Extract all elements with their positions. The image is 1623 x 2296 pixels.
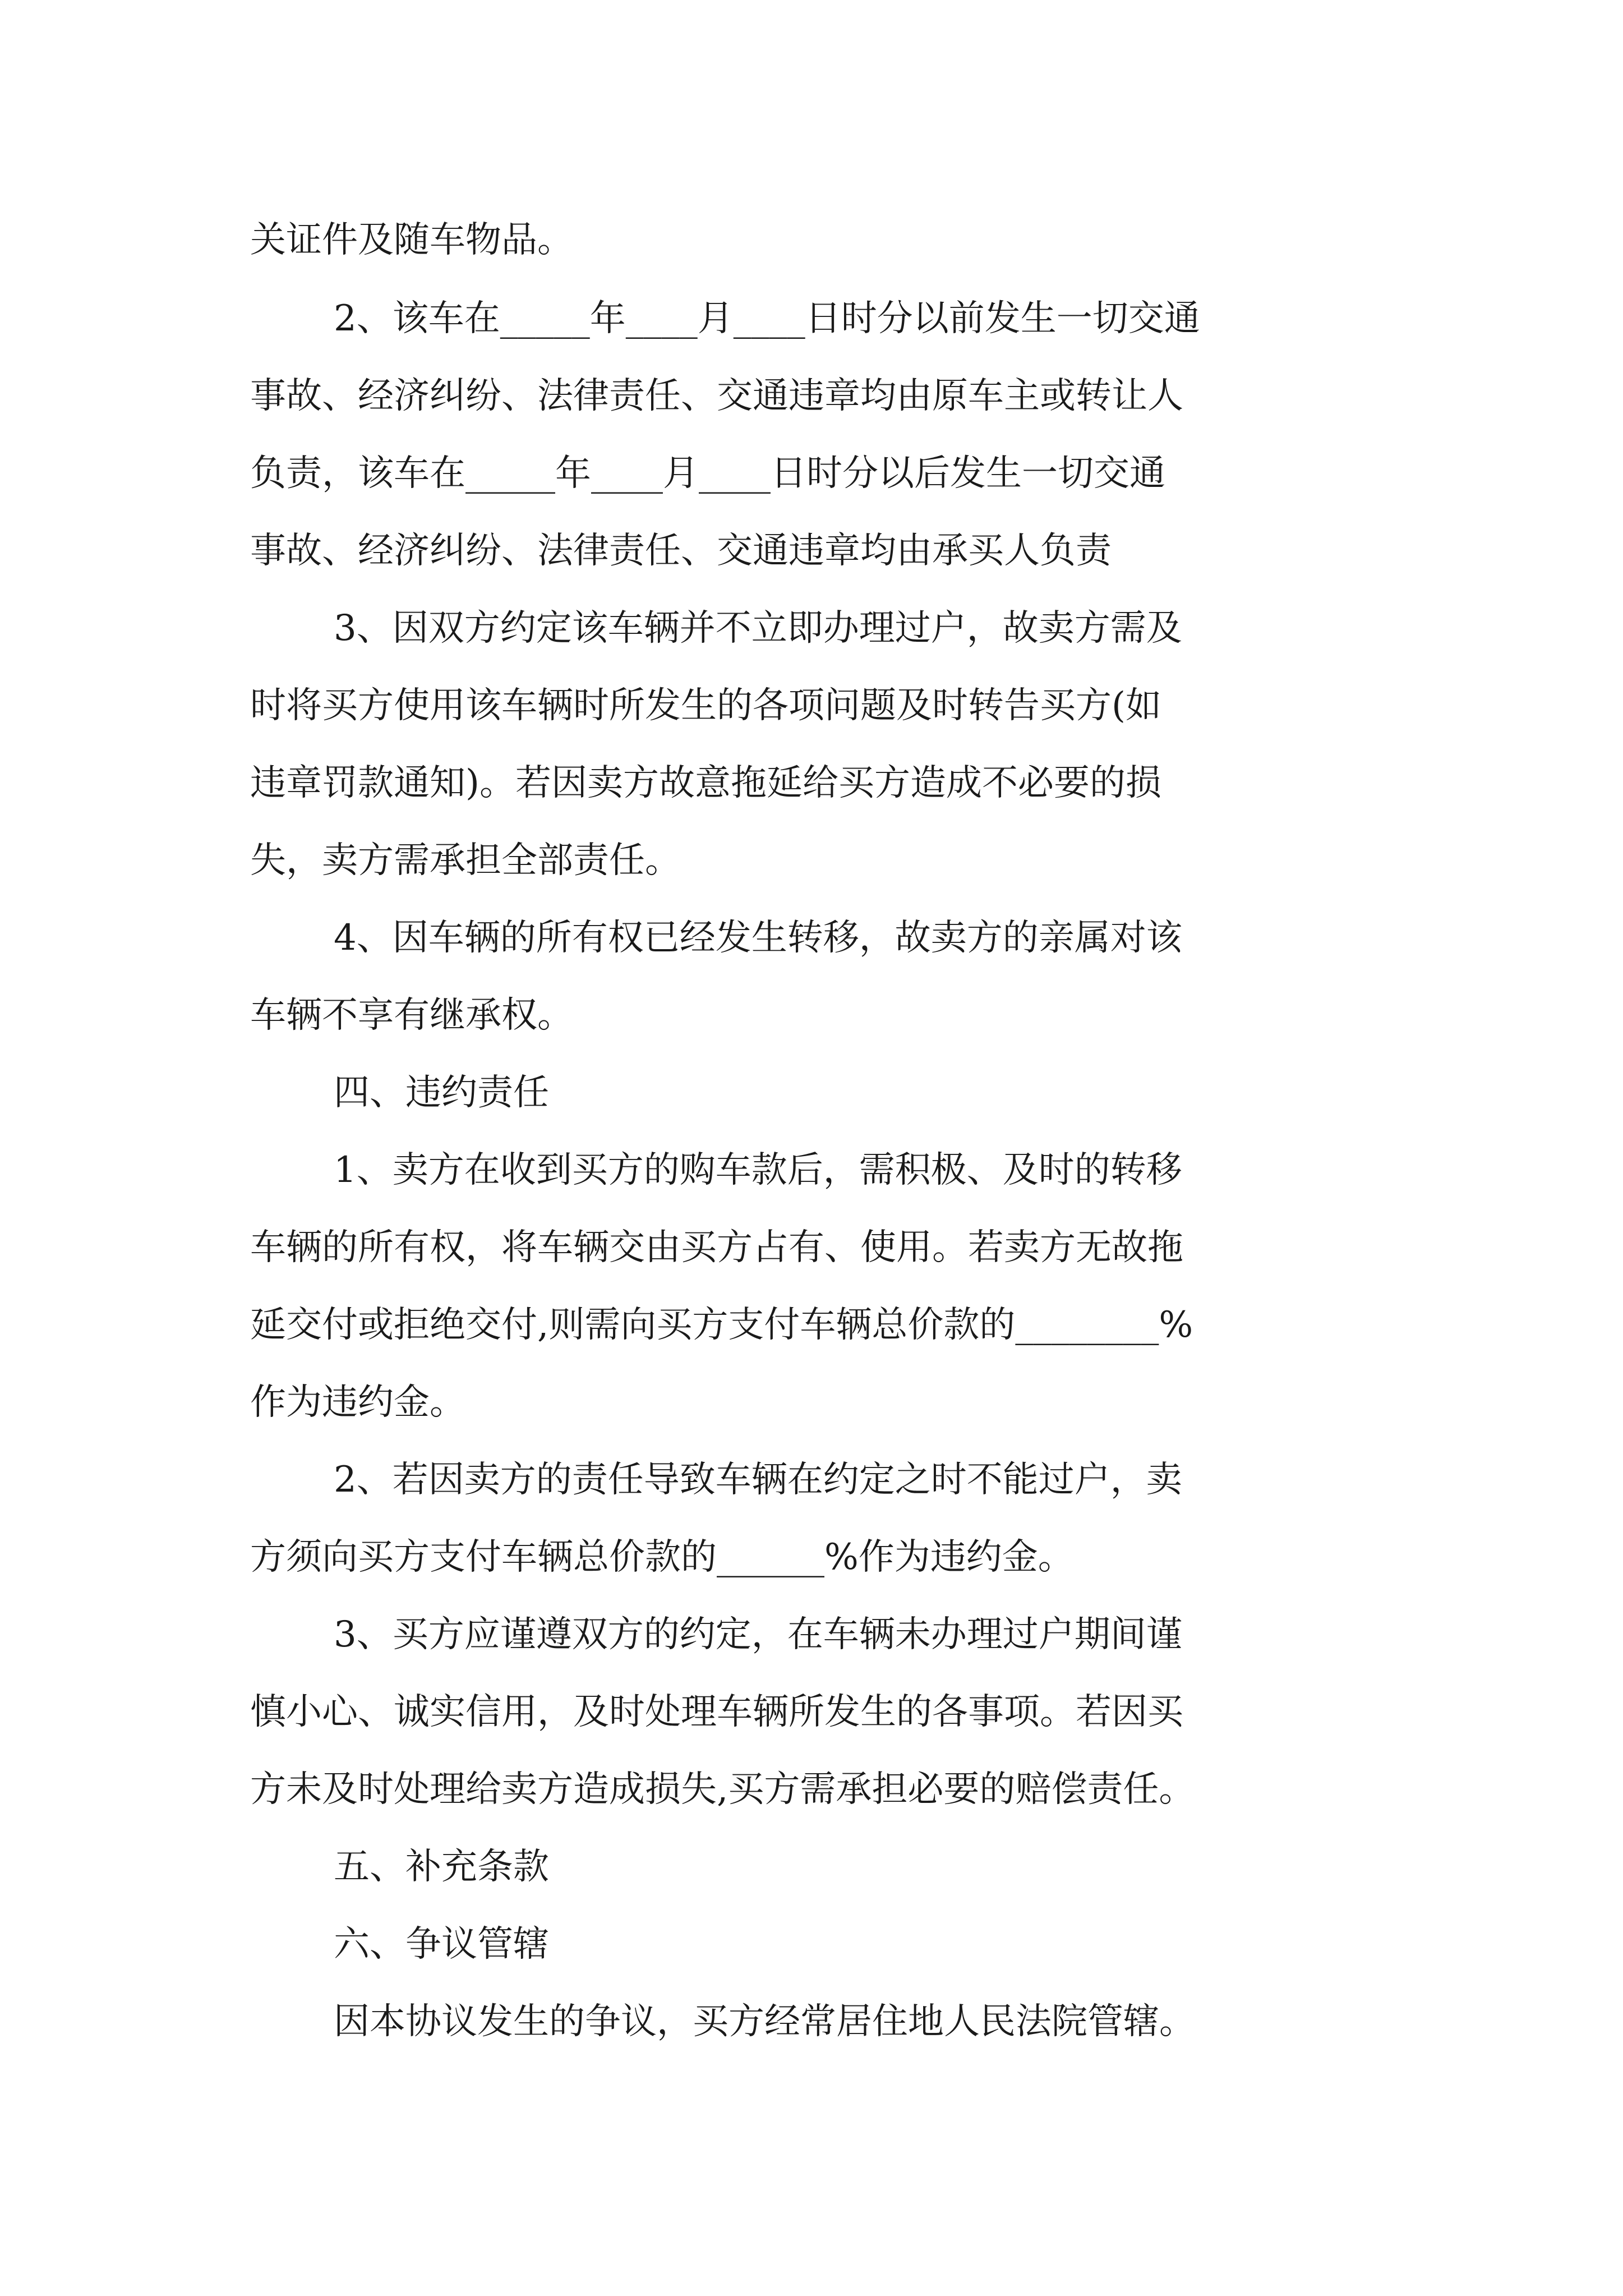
section-heading: 五、补充条款 — [334, 1846, 549, 1888]
text-line: 延交付或拒绝交付,则需向买方支付车辆总价款的________% — [250, 1304, 1193, 1346]
text-line: 慎小心、诚实信用，及时处理车辆所发生的各事项。若因买 — [250, 1691, 1183, 1733]
text-line: 3、因双方约定该车辆并不立即办理过户，故卖方需及 — [334, 608, 1182, 649]
text-line: 事故、经济纠纷、法律责任、交通违章均由原车主或转让人 — [250, 375, 1183, 417]
text-line: 3、买方应谨遵双方的约定，在车辆未办理过户期间谨 — [334, 1614, 1182, 1655]
text-line: 2、该车在_____年____月____日时分以前发生一切交通 — [334, 298, 1200, 339]
text-line: 因本协议发生的争议，买方经常居住地人民法院管辖。 — [334, 2001, 1195, 2042]
text-line: 2、若因卖方的责任导致车辆在约定之时不能过户，卖 — [334, 1459, 1182, 1501]
text-line: 时将买方使用该车辆时所发生的各项问题及时转告买方(如 — [250, 685, 1161, 726]
section-heading: 四、违约责任 — [334, 1072, 549, 1114]
text-line: 4、因车辆的所有权已经发生转移，故卖方的亲属对该 — [334, 917, 1182, 959]
text-line: 负责，该车在_____年____月____日时分以后发生一切交通 — [250, 453, 1165, 494]
text-line: 车辆不享有继承权。 — [250, 995, 573, 1036]
text-line: 方未及时处理给卖方造成损失,买方需承担必要的赔偿责任。 — [250, 1769, 1195, 1810]
text-line: 车辆的所有权，将车辆交由买方占有、使用。若卖方无故拖 — [250, 1227, 1183, 1268]
text-line: 事故、经济纠纷、法律责任、交通违章均由承买人负责 — [250, 530, 1112, 572]
text-line: 失，卖方需承担全部责任。 — [250, 840, 681, 881]
text-line: 1、卖方在收到买方的购车款后，需积极、及时的转移 — [334, 1149, 1182, 1191]
text-line: 关证件及随车物品。 — [250, 219, 573, 261]
section-heading: 六、争议管辖 — [334, 1924, 549, 1965]
text-line: 方须向买方支付车辆总价款的______%作为违约金。 — [250, 1536, 1074, 1578]
text-line: 违章罚款通知)。若因卖方故意拖延给买方造成不必要的损 — [250, 762, 1161, 804]
text-line: 作为违约金。 — [250, 1382, 465, 1423]
